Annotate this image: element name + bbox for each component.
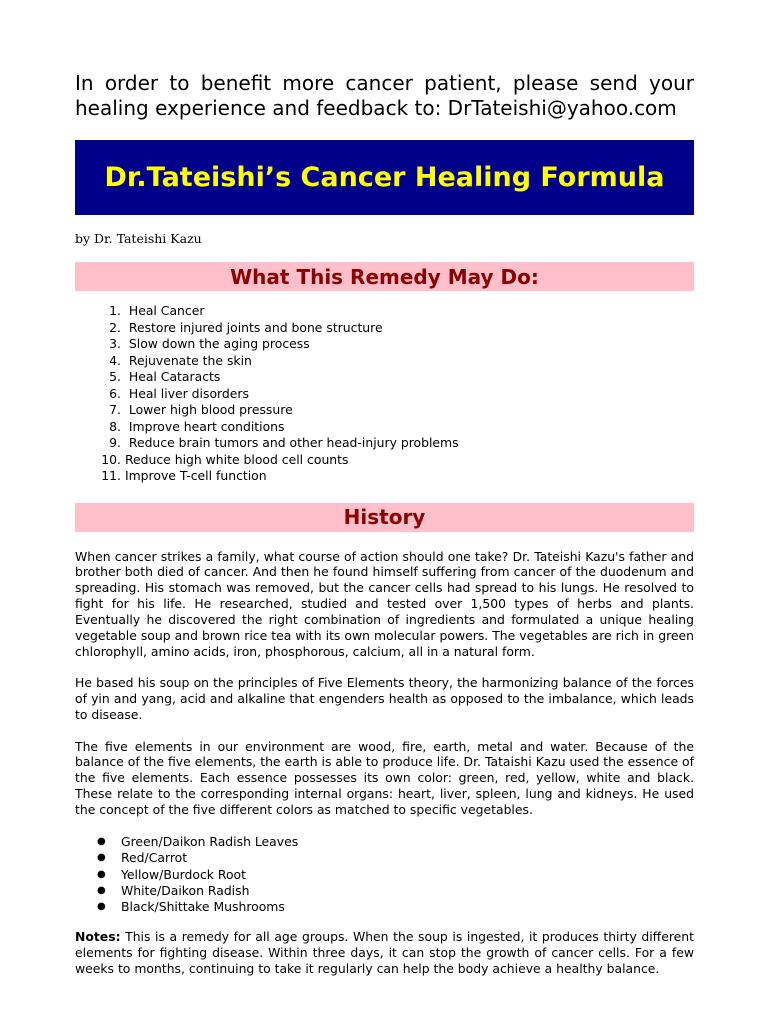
list-number: 3.	[109, 336, 121, 351]
list-number: 5.	[109, 369, 121, 384]
list-text: White/Daikon Radish	[121, 882, 250, 898]
list-text: Restore injured joints and bone structure	[128, 319, 383, 335]
list-item	[75, 336, 694, 353]
list-item	[75, 419, 694, 436]
document-title: Dr.Tateishi’s Cancer Healing Formula	[104, 162, 665, 193]
notes-label: Notes:	[75, 929, 121, 945]
list-text: Heal liver disorders	[128, 385, 249, 401]
section-title-remedy: What This Remedy May Do:	[230, 264, 539, 289]
list-text: Black/Shittake Mushrooms	[121, 898, 285, 914]
list-text: Green/Daikon Radish Leaves	[121, 834, 299, 850]
list-text: Improve heart conditions	[128, 418, 285, 434]
history-paragraph-2: He based his soup on the principles of Five Elements theory, the harmonizing balance of the forces of yin and yang, acid and alkaline that engenders health as opposed to the imbalance, which leads to disease.	[75, 674, 694, 722]
bullet-icon: ●	[97, 836, 106, 848]
list-item	[75, 320, 694, 337]
list-text: Heal Cataracts	[128, 369, 221, 384]
list-text: Reduce high white blood cell counts	[124, 451, 349, 467]
list-text: Rejuvenate the skin	[128, 352, 252, 368]
byline: by Dr. Tateishi Kazu	[75, 231, 202, 246]
list-number: 11.	[101, 468, 121, 483]
section-header-remedy	[75, 262, 694, 291]
notes-paragraph	[75, 929, 694, 977]
list-text: Yellow/Burdock Root	[121, 866, 246, 882]
list-number: 2.	[109, 319, 121, 335]
list-number: 7.	[109, 402, 121, 417]
list-number: 6.	[109, 385, 121, 401]
bullet-icon: ●	[97, 884, 106, 896]
intro-paragraph: In order to benefit more cancer patient, please send your healing experience and feedback to: DrTateishi@yahoo.com	[75, 71, 694, 120]
list-item	[75, 353, 694, 370]
list-item	[75, 402, 694, 419]
list-item	[75, 303, 694, 320]
list-number: 4.	[109, 352, 121, 368]
bullet-icon: ●	[97, 900, 106, 912]
list-text: Improve T-cell function	[124, 468, 267, 483]
notes-text: This is a remedy for all age groups. When the soup is ingested, it produces thirty different elements for fighting disease. Within three days, it can stop the growth of cancer cells. For a few weeks to months, continuing to take it regularly can help the body achieve a healthy balance.	[75, 929, 694, 976]
remedy-list	[75, 303, 694, 485]
section-title-history: History	[343, 505, 426, 529]
list-item	[75, 468, 694, 485]
document-page	[75, 0, 694, 977]
list-text: Heal Cancer	[128, 303, 205, 318]
list-number: 9.	[109, 435, 121, 450]
list-item	[75, 369, 694, 386]
list-item	[75, 386, 694, 403]
list-text: Slow down the aging process	[128, 336, 310, 351]
list-item	[75, 834, 694, 850]
list-item	[75, 850, 694, 866]
vegetable-color-list	[75, 834, 694, 915]
list-item	[75, 899, 694, 915]
list-number: 1.	[109, 303, 121, 318]
section-header-history	[75, 503, 694, 532]
list-number: 8.	[109, 418, 121, 434]
list-item	[75, 452, 694, 469]
list-text: Red/Carrot	[121, 850, 188, 866]
title-banner	[75, 140, 694, 215]
list-item	[75, 867, 694, 883]
list-text: Lower high blood pressure	[128, 402, 293, 417]
list-item	[75, 435, 694, 452]
list-text: Reduce brain tumors and other head-injury problems	[128, 435, 459, 450]
history-paragraph-3: The five elements in our environment are wood, fire, earth, metal and water. Because of the balance of the five elements, the earth is able to produce life. Dr. Tataishi Kazu used the essence of the five elements. Each essence possesses its own color: green, red, yellow, white and black. These relate to the corresponding internal organs: heart, liver, spleen, lung and kidneys. He used the concept of the five different colors as matched to specific vegetables.	[75, 738, 694, 818]
list-number: 10.	[101, 451, 121, 467]
bullet-icon: ●	[97, 868, 106, 880]
history-paragraph-1: When cancer strikes a family, what course of action should one take? Dr. Tateishi Kazu's father and brother both died of cancer. And then he found himself suffering from cancer of the duodenum and spreading. His stomach was removed, but the cancer cells had spread to his lungs. He resolved to fight for his life. He researched, studied and tested over 1,500 types of herbs and plants. Eventually he discovered the right combination of ingredients and formulated a unique healing vegetable soup and brown rice tea with its own molecular powers. The vegetables are rich in green chlorophyll, amino acids, iron, phosphorous, calcium, all in a natural form.	[75, 548, 694, 659]
bullet-icon: ●	[97, 852, 106, 864]
list-item	[75, 883, 694, 899]
